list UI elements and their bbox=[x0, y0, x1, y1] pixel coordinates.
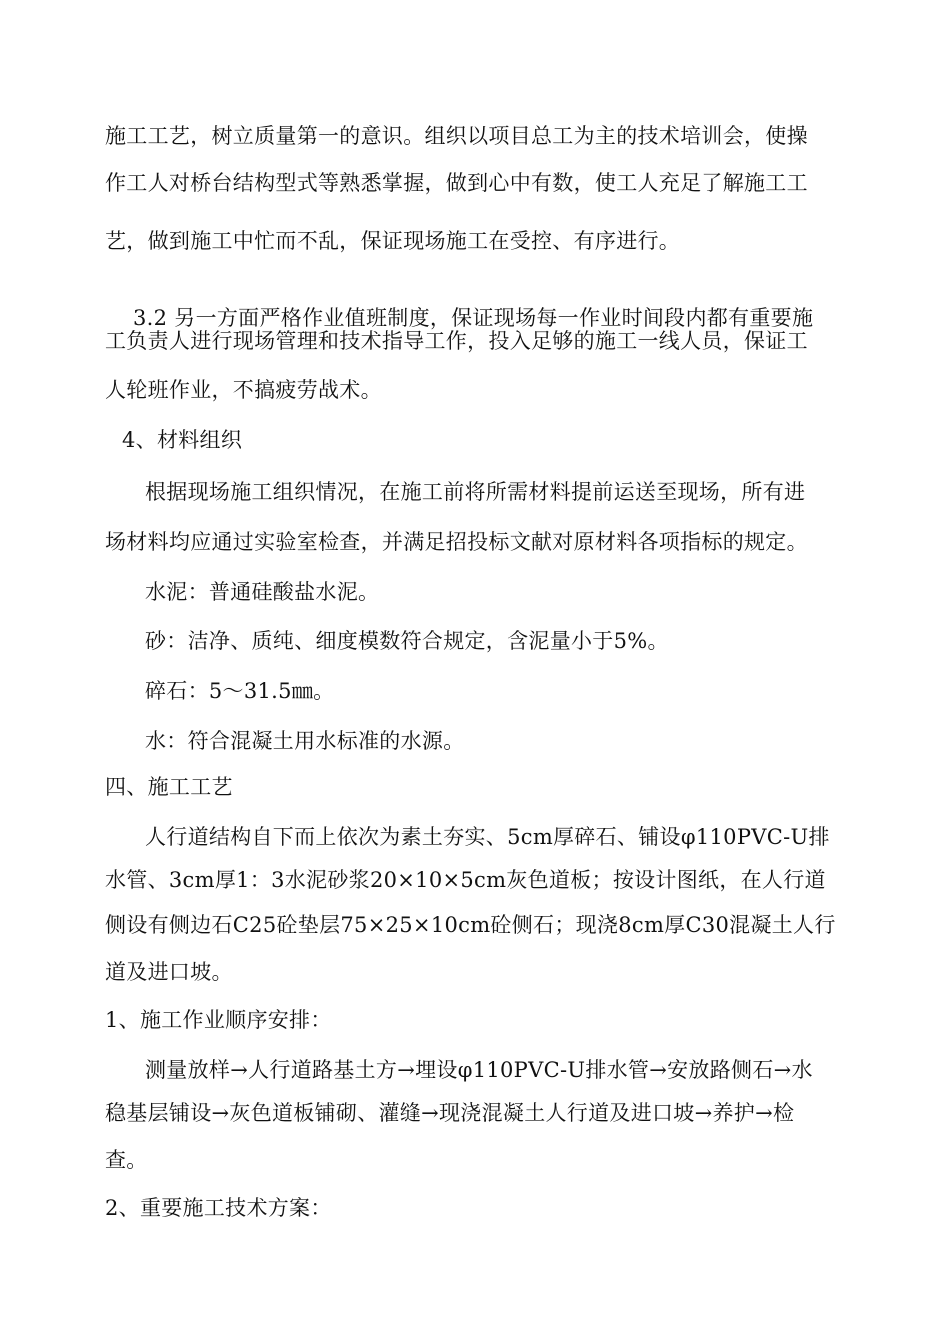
paragraph-line: 查。 bbox=[105, 1148, 148, 1172]
material-cement-line: 水泥：普通硅酸盐水泥。 bbox=[145, 580, 380, 604]
section-3-2-line: 3.2 另一方面严格作业值班制度，保证现场每一作业时间段内都有重要施 bbox=[133, 306, 814, 330]
material-water-line: 水：符合混凝土用水标准的水源。 bbox=[145, 729, 465, 753]
paragraph-line: 工负责人进行现场管理和技术指导工作，投入足够的施工一线人员，保证工 bbox=[105, 329, 808, 353]
material-gravel-line: 碎石：5～31.5㎜。 bbox=[145, 679, 335, 703]
paragraph-line: 艺，做到施工中忙而不乱，保证现场施工在受控、有序进行。 bbox=[105, 229, 681, 253]
paragraph-line: 水管、3cm厚1：3水泥砂浆20×10×5cm灰色道板；按设计图纸，在人行道 bbox=[105, 868, 826, 892]
paragraph-line: 测量放样→人行道路基土方→埋设φ110PVC-U排水管→安放路侧石→水 bbox=[145, 1058, 813, 1082]
paragraph-line: 人轮班作业，不搞疲劳战术。 bbox=[105, 378, 382, 402]
heading-work-sequence: 1、施工作业顺序安排： bbox=[105, 1008, 332, 1032]
paragraph-line: 施工工艺，树立质量第一的意识。组织以项目总工为主的技术培训会，使操 bbox=[105, 124, 808, 148]
paragraph-line: 稳基层铺设→灰色道板铺砌、灌缝→现浇混凝土人行道及进口坡→养护→检 bbox=[105, 1101, 795, 1125]
paragraph-line: 作工人对桥台结构型式等熟悉掌握，做到心中有数，使工人充足了解施工工 bbox=[105, 171, 808, 195]
heading-technical-plan: 2、重要施工技术方案： bbox=[105, 1196, 332, 1220]
paragraph-line: 根据现场施工组织情况，在施工前将所需材料提前运送至现场，所有进 bbox=[145, 480, 806, 504]
paragraph-line: 场材料均应通过实验室检查，并满足招投标文献对原材料各项指标的规定。 bbox=[105, 530, 808, 554]
paragraph-line: 道及进口坡。 bbox=[105, 960, 233, 984]
paragraph-line: 侧设有侧边石C25砼垫层75×25×10cm砼侧石；现浇8cm厚C30混凝土人行 bbox=[105, 913, 836, 937]
heading-material-organization: 4、材料组织 bbox=[122, 428, 243, 452]
heading-construction-process: 四、施工工艺 bbox=[105, 775, 233, 799]
material-sand-line: 砂：洁净、质纯、细度模数符合规定，含泥量小于5%。 bbox=[145, 629, 669, 653]
paragraph-line: 人行道结构自下而上依次为素土夯实、5cm厚碎石、铺设φ110PVC-U排 bbox=[145, 825, 830, 849]
